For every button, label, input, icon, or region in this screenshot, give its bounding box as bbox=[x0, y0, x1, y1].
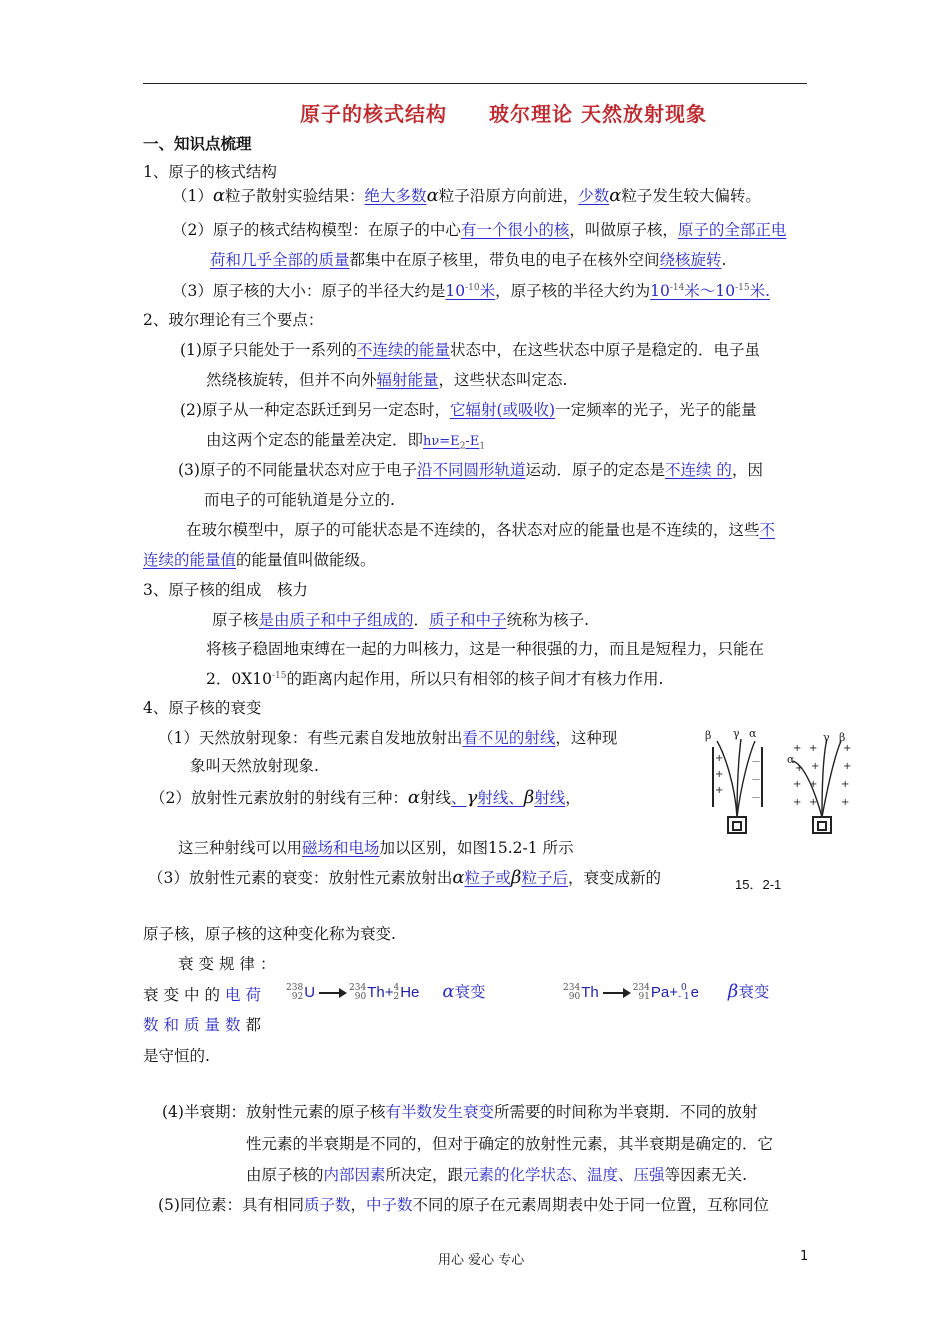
para-2-line2: 荷和几乎全部的质量都集中在原子核里，带负电的电子在核外空间绕核旋转. bbox=[210, 251, 727, 269]
half-life-line3: 由原子核的内部因素所决定，跟元素的化学状态、温度、压强等因素无关. bbox=[246, 1166, 747, 1184]
bohr-2-line1: (2)原子从一种定态跃迁到另一定态时，它辐射(或吸收)一定频率的光子，光子的能量 bbox=[180, 401, 757, 419]
reaction-arrow bbox=[603, 992, 629, 994]
field-mark: + bbox=[793, 797, 802, 808]
beta-label-right: β bbox=[839, 731, 846, 744]
field-mark: + bbox=[841, 797, 850, 808]
alpha-label: α bbox=[749, 727, 757, 740]
half-life-line2: 性元素的半衰期是不同的，但对于确定的放射性元素，其半衰期是确定的．它 bbox=[246, 1135, 774, 1153]
decay-3-line2: 原子核，原子核的这种变化称为衰变. bbox=[143, 925, 396, 943]
bohr-2-line2: 由这两个定态的能量差决定．即$h\nu=E_2-E_1$ bbox=[206, 431, 486, 452]
beta-decay-equation: 234 90Th 234 91Pa+ 0 - 1e β衰变 bbox=[563, 981, 770, 1002]
document-title: 原子的核式结构 玻尔理论 天然放射现象 bbox=[300, 102, 707, 126]
decay-1-line1: （1）天然放射现象：有些元素自发地放射出看不见的射线，这种现 bbox=[158, 729, 618, 747]
field-mark: + bbox=[843, 743, 852, 754]
bohr-3-line1: (3)原子的不同能量状态对应于电子沿不同圆形轨道运动．原子的定态是不连续 的，因 bbox=[178, 461, 763, 479]
subsection-3: 3、原子核的组成 核力 bbox=[143, 581, 308, 599]
subsection-1: 1、原子的核式结构 bbox=[143, 163, 277, 181]
nucleus-line3: 2．$0X10^{-15}$的距离内起作用，所以只有相邻的核子间才有核力作用. bbox=[206, 670, 664, 688]
alpha-decay-equation: 238 92U 234 90Th+4 2He α衰变 bbox=[286, 981, 486, 1002]
footer-text: 用心 爱心 专心 bbox=[438, 1253, 525, 1268]
field-mark: + bbox=[793, 779, 802, 790]
plus-mark: + bbox=[715, 769, 724, 780]
para-2-line1: （2）原子的核式结构模型：在原子的中心有一个很小的核，叫做原子核，原子的全部正电 bbox=[172, 221, 787, 239]
para-1: （1）α粒子散射实验结果：绝大多数α粒子沿原方向前进，少数α粒子发生较大偏转。 bbox=[172, 185, 761, 206]
conservation-line3: 是守恒的. bbox=[143, 1047, 210, 1065]
minus-mark: － bbox=[751, 757, 761, 768]
half-life-line1: (4)半衰期：放射性元素的原子核有半数发生衰变所需要的时间称为半衰期．不同的放射 bbox=[162, 1103, 758, 1121]
bohr-1-line2: 然绕核旋转，但并不向外辐射能量，这些状态叫定态. bbox=[206, 371, 568, 389]
field-mark: + bbox=[793, 743, 802, 754]
minus-mark: － bbox=[751, 775, 761, 786]
field-mark: + bbox=[795, 763, 804, 774]
energy-level-line2: 连续的能量值的能量值叫做能级。 bbox=[143, 551, 376, 569]
field-mark: + bbox=[843, 761, 852, 772]
field-mark: + bbox=[811, 761, 820, 772]
conservation-line1: 衰变中的电荷 bbox=[143, 986, 267, 1004]
decay-3-line1: （3）放射性元素的衰变：放射性元素放射出α粒子或β粒子后，衰变成新的 bbox=[148, 867, 661, 888]
para-3: （3）原子核的大小：原子的半径大约是$10^{-10}$米，原子核的半径大约为$10^{-14}$米$\sim 10^{-15}$米. bbox=[172, 282, 771, 300]
conservation-line2: 数和质量数都 bbox=[143, 1016, 267, 1034]
beta-label: β bbox=[705, 729, 712, 742]
field-mark: + bbox=[809, 779, 818, 790]
decay-2-line: （2）放射性元素放射的射线有三种：α射线、γ射线、β射线， bbox=[150, 787, 581, 808]
subsection-4: 4、原子核的衰变 bbox=[143, 699, 262, 717]
gamma-label: γ bbox=[733, 727, 740, 740]
minus-mark: － bbox=[751, 793, 761, 804]
field-mark: + bbox=[809, 797, 818, 808]
isotope-line: (5)同位素：具有相同质子数，中子数不同的原子在元素周期表中处于同一位置，互称同位 bbox=[158, 1196, 770, 1214]
field-mark: + bbox=[841, 779, 850, 790]
decay-1-line2: 象叫天然放射现象. bbox=[190, 757, 319, 775]
top-rule bbox=[143, 83, 807, 84]
decay-2-note: 这三种射线可以用磁场和电场加以区别，如图15.2-1 所示 bbox=[178, 839, 574, 857]
bohr-1-line1: (1)原子只能处于一系列的不连续的能量状态中，在这些状态中原子是稳定的．电子虽 bbox=[180, 341, 760, 359]
page-number: 1 bbox=[800, 1249, 809, 1264]
plus-mark: + bbox=[715, 785, 724, 796]
figure-caption: 15．2-1 bbox=[735, 877, 782, 892]
subsection-2: 2、玻尔理论有三个要点： bbox=[143, 311, 324, 329]
reaction-arrow bbox=[319, 992, 345, 994]
bohr-3-line2: 而电子的可能轨道是分立的. bbox=[204, 491, 395, 509]
radiation-deflection-figure bbox=[695, 725, 855, 850]
section-heading: 一、知识点梳理 bbox=[143, 135, 252, 153]
nucleus-line2: 将核子稳固地束缚在一起的力叫核力，这是一种很强的力，而且是短程力，只能在 bbox=[206, 640, 765, 658]
decay-law-heading: 衰变规律： bbox=[178, 955, 281, 973]
field-mark: + bbox=[809, 743, 818, 754]
alpha-label-right: α bbox=[787, 753, 795, 766]
gamma-label-right: γ bbox=[823, 731, 830, 744]
energy-level-line1: 在玻尔模型中，原子的可能状态是不连续的，各状态对应的能量也是不连续的，这些不 bbox=[186, 521, 776, 539]
plus-mark: + bbox=[715, 753, 724, 764]
nucleus-line1: 原子核是由质子和中子组成的．质子和中子统称为核子. bbox=[212, 611, 589, 629]
